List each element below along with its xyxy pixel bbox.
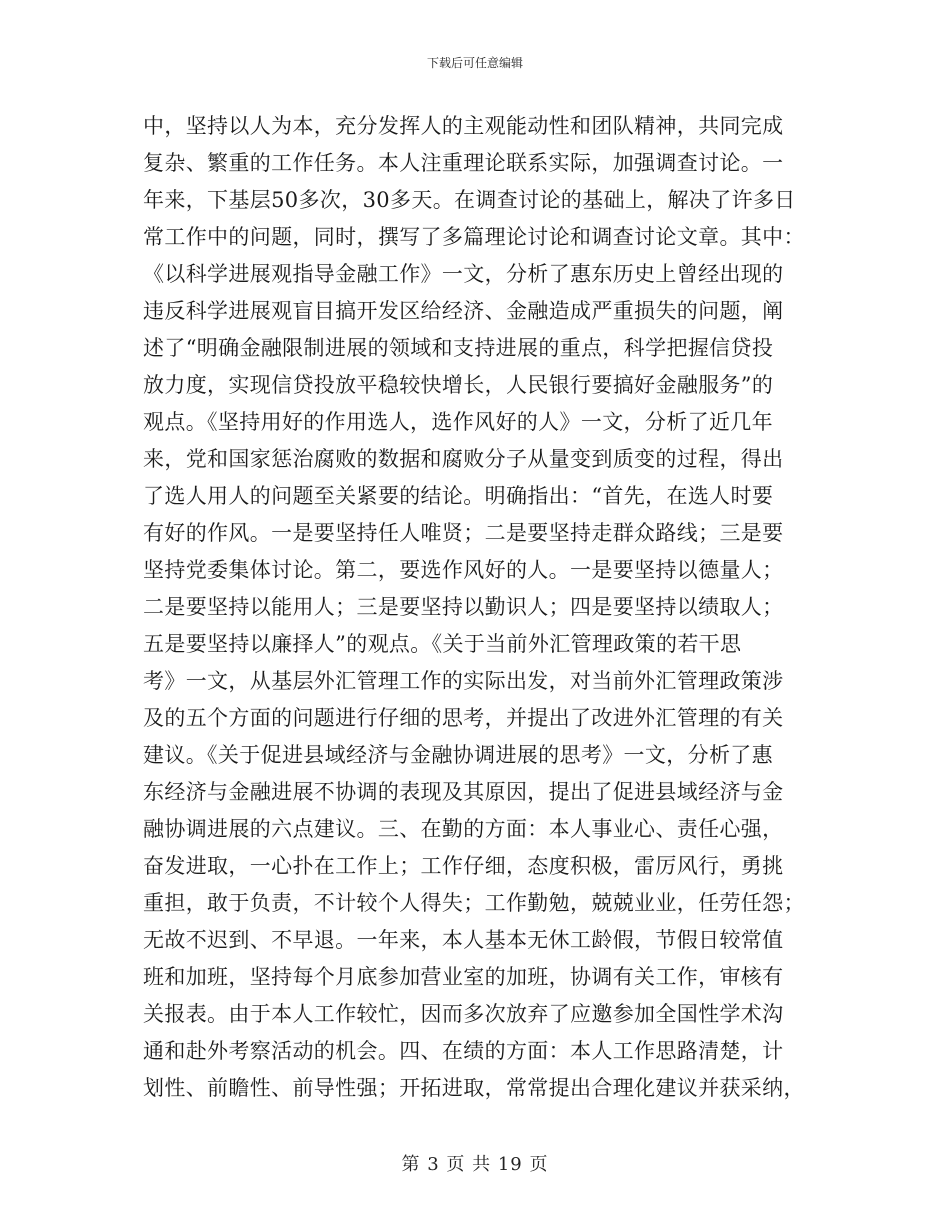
- body-text: [143, 108, 807, 1107]
- text-line: 年来，下基层50多次，30多天。在调查讨论的基础上，解决了许多日: [143, 188, 796, 212]
- text-line: 建议。《关于促进县域经济与金融协调进展的思考》一文，分析了惠: [143, 743, 773, 767]
- text-line: 五是要坚持以廉择人”的观点。《关于当前外汇管理政策的若干思: [143, 632, 742, 656]
- text-line: 通和赴外考察活动的机会。四、在绩的方面：本人工作思路清楚，计: [143, 1039, 784, 1063]
- text-line: 述了“明确金融限制进展的领域和支持进展的重点，科学把握信贷投: [143, 336, 774, 360]
- text-line: 违反科学进展观盲目搞开发区给经济、金融造成严重损失的问题，阐: [143, 299, 784, 323]
- text-line: 无故不迟到、不早退。一年来，本人基本无休工龄假，节假日较常值: [143, 928, 784, 952]
- text-line: 了选人用人的问题至关紧要的结论。明确指出：“首先，在选人时要: [143, 484, 774, 508]
- page-number-footer: 第 3 页 共 19 页: [401, 1154, 549, 1175]
- text-line: 复杂、繁重的工作任务。本人注重理论联系实际，加强调查讨论。一: [143, 151, 784, 175]
- text-line: 融协调进展的六点建议。三、在勤的方面：本人事业心、责任心强，: [143, 817, 784, 841]
- text-line: 坚持党委集体讨论。第二，要选作风好的人。一是要坚持以德量人；: [143, 558, 784, 582]
- text-line: 来，党和国家惩治腐败的数据和腐败分子从量变到质变的过程，得出: [143, 447, 784, 471]
- text-line: 常工作中的问题，同时，撰写了多篇理论讨论和调查讨论文章。其中：: [143, 225, 805, 249]
- text-line: 重担，敢于负责，不计较个人得失；工作勤勉，兢兢业业，任劳任怨；: [143, 891, 805, 915]
- text-line: 二是要坚持以能用人；三是要坚持以勤识人；四是要坚持以绩取人；: [143, 595, 784, 619]
- text-line: 关报表。由于本人工作较忙，因而多次放弃了应邀参加全国性学术沟: [143, 1002, 784, 1026]
- text-line: 考》一文，从基层外汇管理工作的实际出发，对当前外汇管理政策涉: [143, 669, 784, 693]
- text-line: 放力度，实现信贷投放平稳较快增长，人民银行要搞好金融服务”的: [143, 373, 774, 397]
- text-line: 班和加班，坚持每个月底参加营业室的加班，协调有关工作，审核有: [143, 965, 784, 989]
- text-line: 东经济与金融进展不协调的表现及其原因，提出了促进县域经济与金: [143, 780, 784, 804]
- text-line: 有好的作风。一是要坚持任人唯贤；二是要坚持走群众路线；三是要: [143, 521, 784, 545]
- text-line: 《以科学进展观指导金融工作》一文，分析了惠东历史上曾经出现的: [143, 262, 784, 286]
- text-line: 中，坚持以人为本，充分发挥人的主观能动性和团队精神，共同完成: [143, 114, 784, 138]
- text-line: 划性、前瞻性、前导性强；开拓进取，常常提出合理化建议并获采纳，: [143, 1076, 805, 1100]
- header-note: 下载后可任意编辑: [426, 56, 523, 70]
- text-line: 及的五个方面的问题进行仔细的思考，并提出了改进外汇管理的有关: [143, 706, 784, 730]
- text-line: 观点。《坚持用好的作用选人，选作风好的人》一文，分析了近几年: [143, 410, 773, 434]
- text-line: 奋发进取，一心扑在工作上；工作仔细，态度积极，雷厉风行，勇挑: [143, 854, 784, 878]
